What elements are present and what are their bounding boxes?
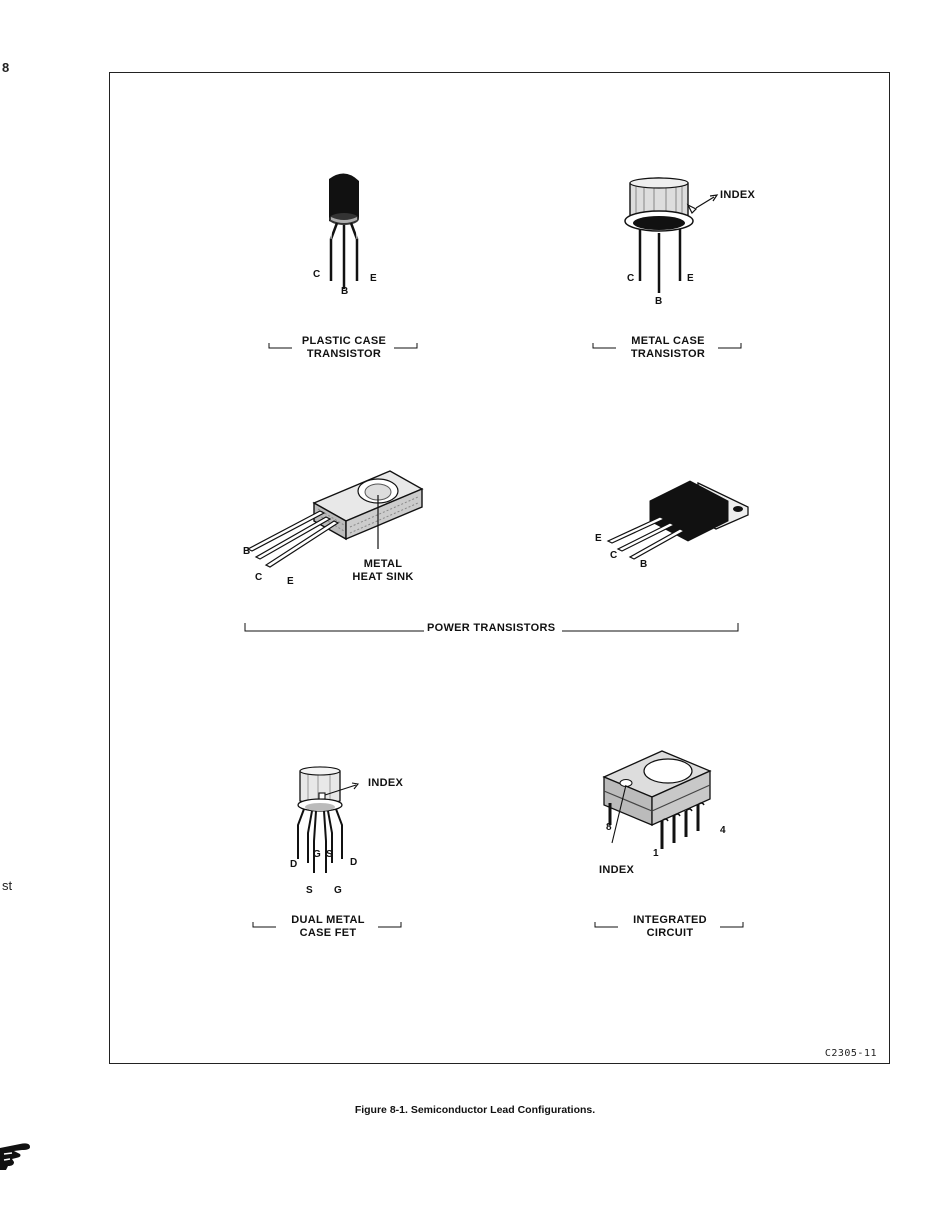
fet-caption-line2: CASE FET [299,927,357,939]
metal-pin-b: B [655,296,663,307]
ic-caption [614,914,726,940]
integrated-circuit-drawing [600,745,740,875]
plastic-case-caption [288,335,400,361]
power-right-pin-c: C [610,550,618,561]
fet-pin-s-top: S [326,849,333,860]
ic-index-label: INDEX [599,864,635,876]
fet-pin-d-right: D [350,857,358,868]
fet-index-label: INDEX [368,777,404,789]
pointing-hand-icon [0,1138,34,1174]
metal-caption-line2: TRANSISTOR [630,348,706,360]
power-left-pin-b: B [243,546,251,557]
metal-pin-e: E [687,273,694,284]
side-text-fragment: st [2,878,13,893]
ic-pin-4: 4 [720,825,726,836]
page-number-fragment: 8 [2,60,10,75]
ic-pin-8: 8 [606,822,612,833]
power-left-pin-e: E [287,576,294,587]
fet-pin-g-top: G [313,849,321,860]
figure-code: C2305-11 [824,1048,877,1059]
fet-pin-s-bottom: S [306,885,313,896]
plastic-caption-line1: PLASTIC CASE [301,335,387,347]
ic-caption-line1: INTEGRATED [633,914,707,926]
metal-heat-sink-label [338,558,428,584]
fet-pin-d-left: D [290,859,298,870]
fet-pin-g-bottom: G [334,885,342,896]
ic-caption-line2: CIRCUIT [646,927,694,939]
plastic-case-transistor-drawing [315,171,375,291]
power-transistor-right-drawing [600,471,770,571]
plastic-pin-c: C [313,269,321,280]
plastic-pin-e: E [370,273,377,284]
dual-fet-caption [272,914,384,940]
heat-sink-line1: METAL [363,558,403,570]
plastic-caption-line2: TRANSISTOR [306,348,382,360]
metal-case-caption [612,335,724,361]
heat-sink-line2: HEAT SINK [352,571,414,583]
power-right-pin-b: B [640,559,648,570]
metal-case-transistor-drawing [620,175,810,305]
power-right-pin-e: E [595,533,602,544]
figure-caption: Figure 8-1. Semiconductor Lead Configurations. [354,1104,596,1116]
metal-caption-line1: METAL CASE [631,335,705,347]
metal-pin-c: C [627,273,635,284]
ic-pin-1: 1 [653,848,659,859]
figure-frame [109,72,890,1064]
metal-index-label: INDEX [720,189,756,201]
plastic-pin-b: B [341,286,349,297]
fet-caption-line1: DUAL METAL [291,914,365,926]
power-left-pin-c: C [255,572,263,583]
power-transistors-caption: POWER TRANSISTORS [427,622,556,634]
